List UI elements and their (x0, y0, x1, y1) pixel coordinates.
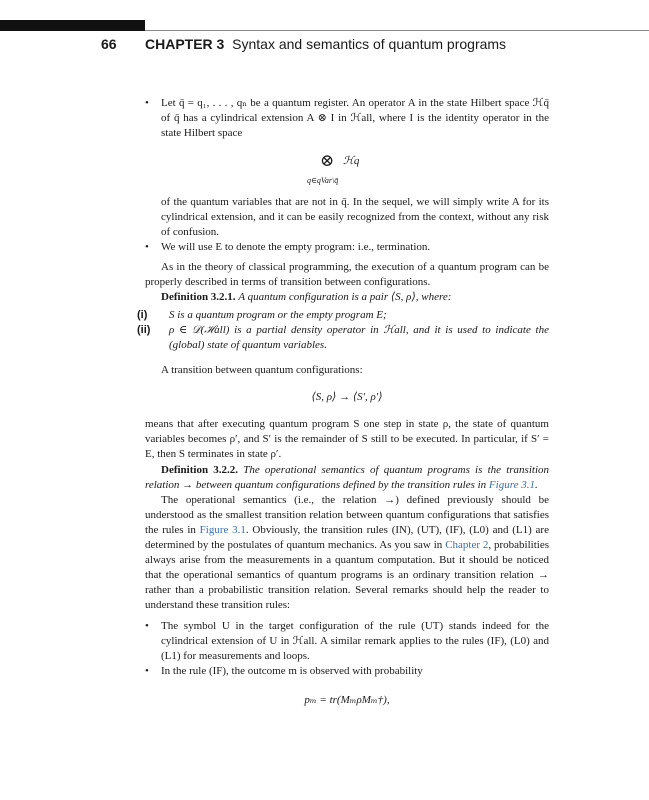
text-run: . Obviously, the transition rules (IN), (UT), (IF), (L0) and (L1) are determined by the postulates of quantum mechanics. As you saw in (145, 524, 549, 551)
text-run: The operational semantics (i.e., the relation →) defined previously should be understood as the smallest transition relation between quantum configurations that satisfies the rules in (145, 494, 549, 536)
bullet-text: The symbol U in the target configuration of the rule (UT) stands indeed for the cylindrical extension of U in ℋall. A similar remark applies to the rules (IF), (L0) and (L1) for measurements and loops. (161, 620, 549, 662)
definition (145, 290, 549, 305)
bullet-item (145, 240, 549, 255)
list-item (137, 308, 549, 323)
bullet-dot: • (145, 620, 149, 632)
punctuation: . (534, 479, 538, 491)
equation-subscript: q∈qVar\q̄ (307, 176, 339, 185)
item-label: (i) (137, 309, 148, 321)
probability-equation: pₘ = tr(MₘρMₘ†), (304, 694, 390, 706)
paragraph: As in the theory of classical programming, the execution of a quantum program can be properly described in terms of transition between configurations. (145, 261, 549, 288)
tensor-symbol: ⊗ (320, 151, 335, 170)
paragraph: means that after executing quantum program S one step in state ρ, the state of quantum variables becomes ρ′, and S′ is the remainder of S still to be executed. In particular, if S′ = E, then S terminates in state ρ′. (145, 418, 549, 460)
bullet-text: In the rule (IF), the outcome m is observed with probability (161, 665, 423, 677)
paragraph: of the quantum variables that are not in q̄. In the sequel, we will simply write A for its cylindrical extension, and it can be easily recognized from the context, without any risk of confusion. (161, 196, 549, 238)
bullet-item (145, 96, 549, 141)
chapter-title: Syntax and semantics of quantum programs (232, 36, 507, 52)
bullet-dot: • (145, 97, 149, 109)
definition (145, 463, 549, 493)
chapter-label: CHAPTER 3 (145, 36, 225, 52)
paragraph (145, 493, 549, 613)
bullet-dot: • (145, 665, 149, 677)
bullet-text: We will use E to denote the empty program: i.e., termination. (161, 241, 431, 253)
paragraph: A transition between quantum configurations: (161, 364, 363, 376)
figure-link[interactable]: Figure 3.1 (488, 479, 535, 491)
item-text: S is a quantum program or the empty program E; (169, 309, 387, 321)
page-number: 66 (101, 36, 117, 52)
transition-equation: ⟨S, ρ⟩ → ⟨S′, ρ′⟩ (311, 391, 383, 403)
bullet-dot: • (145, 241, 149, 253)
list-item (137, 323, 549, 353)
page-body (137, 96, 550, 708)
running-header (145, 36, 506, 52)
definition-text: A quantum configuration is a pair ⟨S, ρ⟩, where: (238, 291, 452, 303)
item-label: (ii) (137, 324, 151, 336)
definition-label: Definition 3.2.2. (161, 464, 239, 476)
display-equation (145, 153, 549, 187)
header-bar (0, 20, 145, 31)
hilbert-space: ℋq (343, 155, 360, 167)
bullet-item (145, 619, 549, 664)
bullet-text: Let q̄ = q₁, . . . , qₙ be a quantum register. An operator A in the state Hilbert space ℋq̄ of q̄ has a cylindrical extension A ⊗ I in ℋall, where I is the identity operator in the state Hilbert space (161, 97, 549, 139)
figure-link[interactable]: Figure 3.1 (199, 524, 246, 536)
header-rule (145, 30, 649, 31)
definition-text: The operational semantics of quantum programs is the transition relation → between quantum configurations defined by the transition rules in (145, 464, 550, 491)
chapter-link[interactable]: Chapter 2 (445, 539, 489, 551)
text-run: , probabilities always arise from the measurements in a quantum computation. But it should be noticed that the operational semantics of quantum programs is an ordinary transition relation → rather than a probabilistic transition relation. Several remarks should help the reader to understand these transition rules: (145, 539, 550, 611)
item-text: ρ ∈ 𝒟(ℋall) is a partial density operator in ℋall, and it is used to indicate the (global) state of quantum variables. (169, 324, 549, 351)
bullet-item (145, 664, 549, 679)
bullet-continuation (145, 195, 549, 240)
definition-label: Definition 3.2.1. (161, 291, 236, 303)
